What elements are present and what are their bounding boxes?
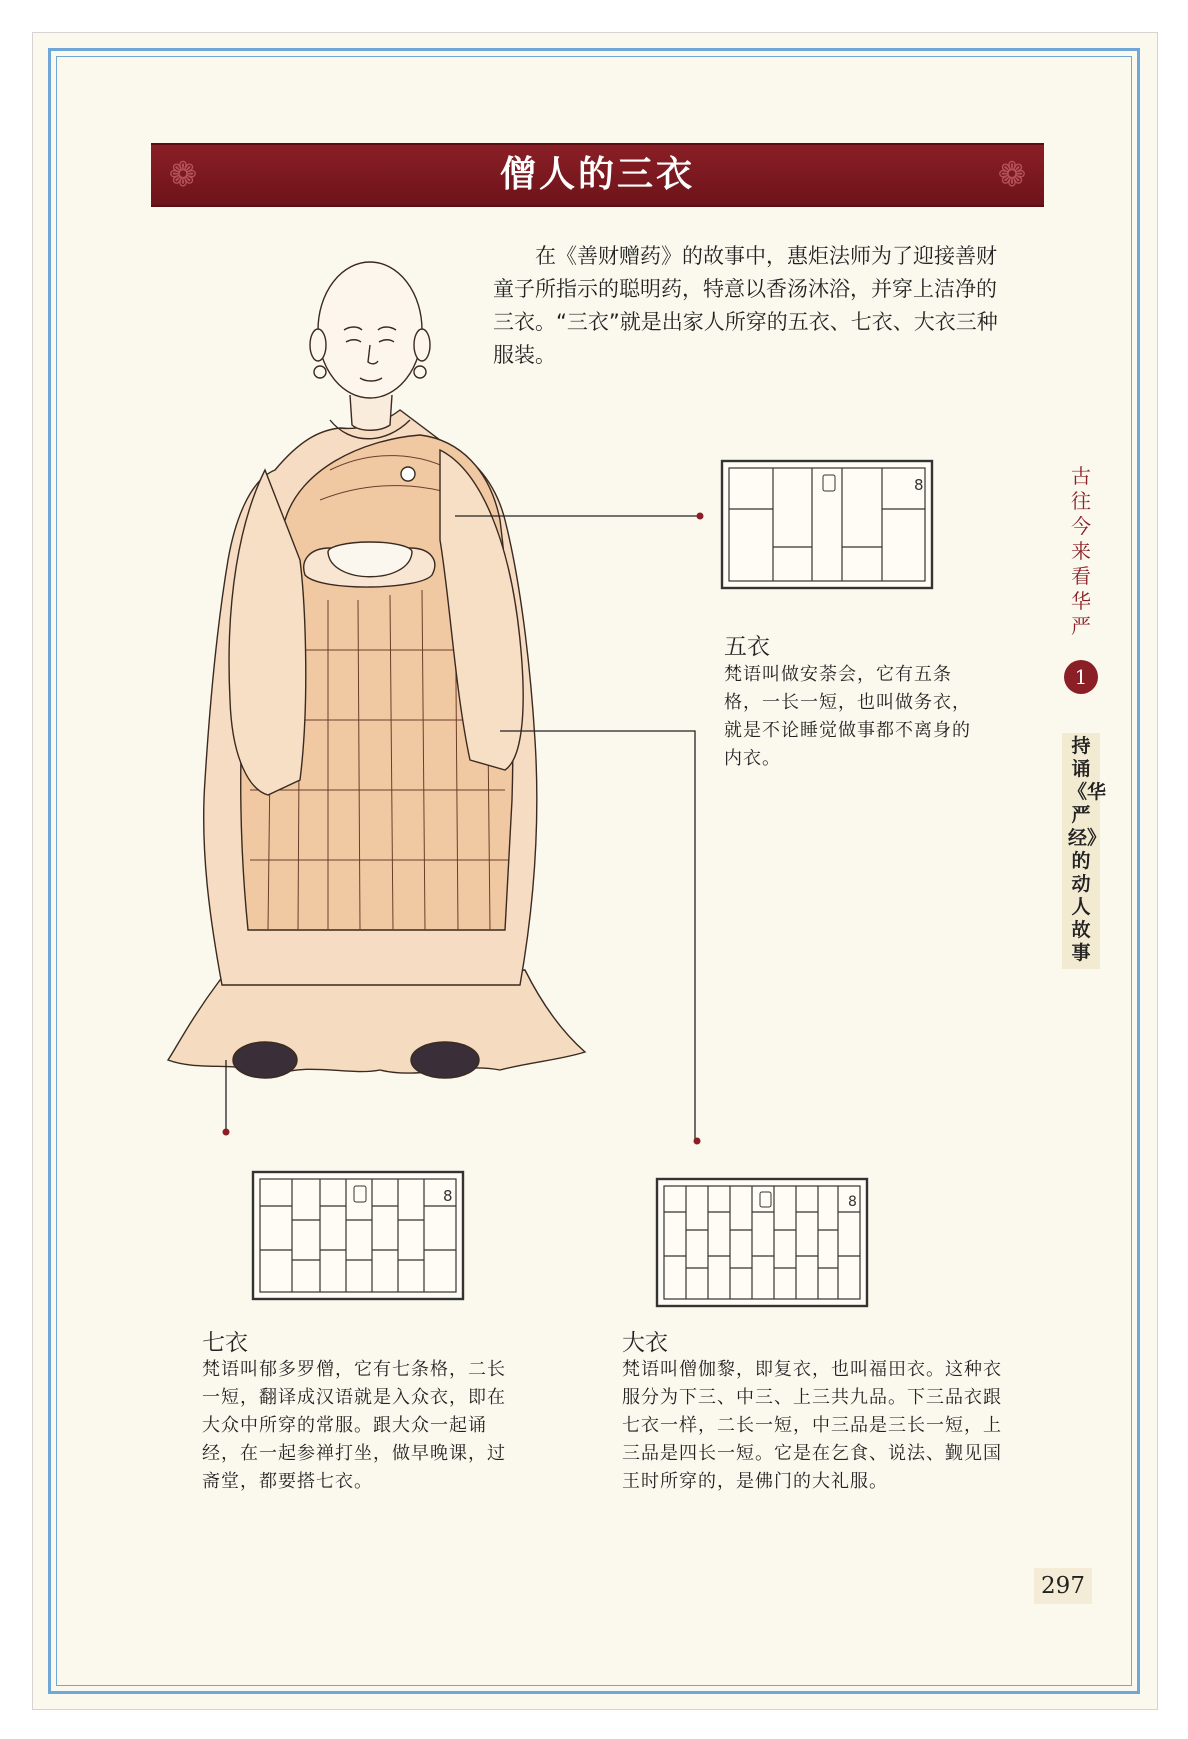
chapter-title-vertical: 持诵《华严经》的动人故事: [1068, 735, 1107, 964]
five-robe-text: 梵语叫做安荼会，它有五条格，一长一短，也叫做务衣，就是不论睡觉做事都不离身的内衣。: [724, 664, 971, 769]
callout-dot: [694, 1138, 701, 1145]
callout-dot: [697, 513, 704, 520]
five-robe-diagram: [722, 461, 932, 588]
great-robe-text: 梵语叫僧伽黎，即复衣，也叫福田衣。这种衣服分为下三、中三、上三共九品。下三品衣跟七衣一样，二长一短，中三品是三长一短，上三品是四长一短。它是在乞食、说法、觐见国王时所穿的，是佛门的大礼服。: [622, 1359, 1002, 1492]
chapter-title-tab: [1062, 733, 1107, 969]
seven-robe-title: 七衣: [202, 1330, 248, 1356]
lotus-ornament-icon: ❁: [997, 155, 1027, 195]
book-title-vertical: 古往今来看华严: [1071, 464, 1091, 638]
svg-text:8: 8: [443, 1187, 453, 1205]
svg-text:8: 8: [848, 1194, 857, 1210]
monk-illustration: [168, 262, 585, 1078]
seven-robe-text: 梵语叫郁多罗僧，它有七条格，二长一短，翻译成汉语就是入众衣，即在大众中所穿的常服。跟大众一起诵经，在一起参禅打坐，做早晚课，过斋堂，都要搭七衣。: [202, 1359, 506, 1492]
chapter-number-badge: 1: [1064, 660, 1098, 694]
page-title: 僧人的三衣: [499, 154, 695, 195]
seven-robe-diagram: [253, 1172, 463, 1299]
five-robe-title: 五衣: [724, 634, 770, 660]
lotus-ornament-icon: ❁: [168, 155, 198, 195]
great-robe-title: 大衣: [622, 1330, 668, 1356]
great-robe-diagram: [657, 1179, 867, 1306]
svg-text:8: 8: [914, 476, 924, 494]
page-number: 297: [1034, 1568, 1092, 1604]
callout-dot: [223, 1129, 230, 1136]
intro-paragraph: 在《善财赠药》的故事中，惠炬法师为了迎接善财童子所指示的聪明药，特意以香汤沐浴，并穿上洁净的三衣。“三衣”就是出家人所穿的五衣、七衣、大衣三种服装。: [493, 244, 998, 367]
